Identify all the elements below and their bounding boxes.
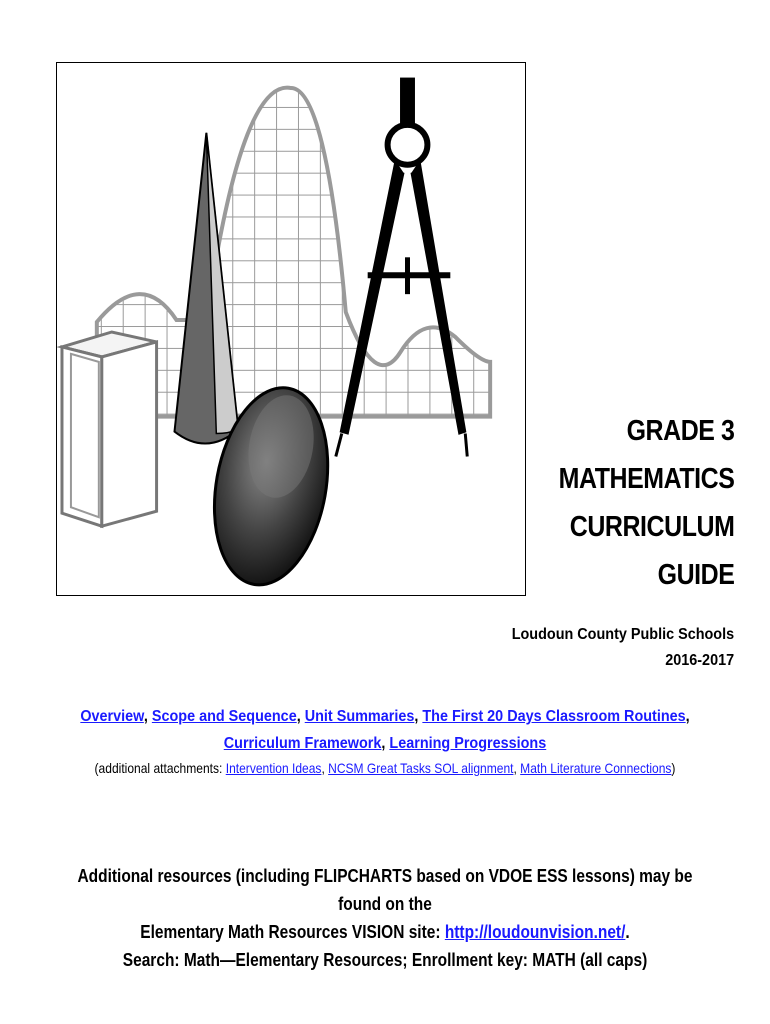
title-line-grade: GRADE 3 <box>626 415 734 447</box>
title-line-subject: MATHEMATICS <box>558 463 734 495</box>
primary-links: Overview, Scope and Sequence, Unit Summaries, The First 20 Days Classroom Routines, Curriculum Framework, Learning Progressions <box>80 708 690 752</box>
curriculum-framework-link[interactable]: Curriculum Framework <box>223 735 382 752</box>
title-line-guide: GUIDE <box>657 559 734 591</box>
title-line-curriculum: CURRICULUM <box>569 511 734 543</box>
unit-summaries-link[interactable]: Unit Summaries <box>304 708 415 725</box>
cover-illustration <box>56 62 526 596</box>
additional-resources <box>54 862 716 974</box>
ncsm-great-tasks-link[interactable]: NCSM Great Tasks SOL alignment <box>328 760 514 776</box>
document-title <box>558 407 734 599</box>
cube-icon <box>62 332 157 526</box>
math-literature-link[interactable]: Math Literature Connections <box>520 760 672 776</box>
scope-and-sequence-link[interactable]: Scope and Sequence <box>151 708 297 725</box>
geometric-shapes-icon <box>57 63 525 595</box>
school-year: 2016-2017 <box>665 652 734 669</box>
resources-line-1: Additional resources (including FLIPCHARTS based on VDOE ESS lessons) may be found on the <box>77 866 693 914</box>
overview-link[interactable]: Overview <box>80 708 144 725</box>
vision-site-link[interactable]: http://loudounvision.net/ <box>444 922 626 942</box>
intervention-ideas-link[interactable]: Intervention Ideas <box>225 760 322 776</box>
learning-progressions-link[interactable]: Learning Progressions <box>389 735 547 752</box>
organization-info <box>512 622 734 674</box>
first-20-days-link[interactable]: The First 20 Days Classroom Routines <box>422 708 686 725</box>
organization-name: Loudoun County Public Schools <box>511 626 734 643</box>
additional-attachments: (additional attachments: Intervention Ideas, NCSM Great Tasks SOL alignment, Math Literature Connections) <box>94 760 676 776</box>
resources-line-2: Elementary Math Resources VISION site: http://loudounvision.net/. <box>140 922 630 942</box>
resources-line-3: Search: Math—Elementary Resources; Enrollment key: MATH (all caps) <box>122 950 648 970</box>
